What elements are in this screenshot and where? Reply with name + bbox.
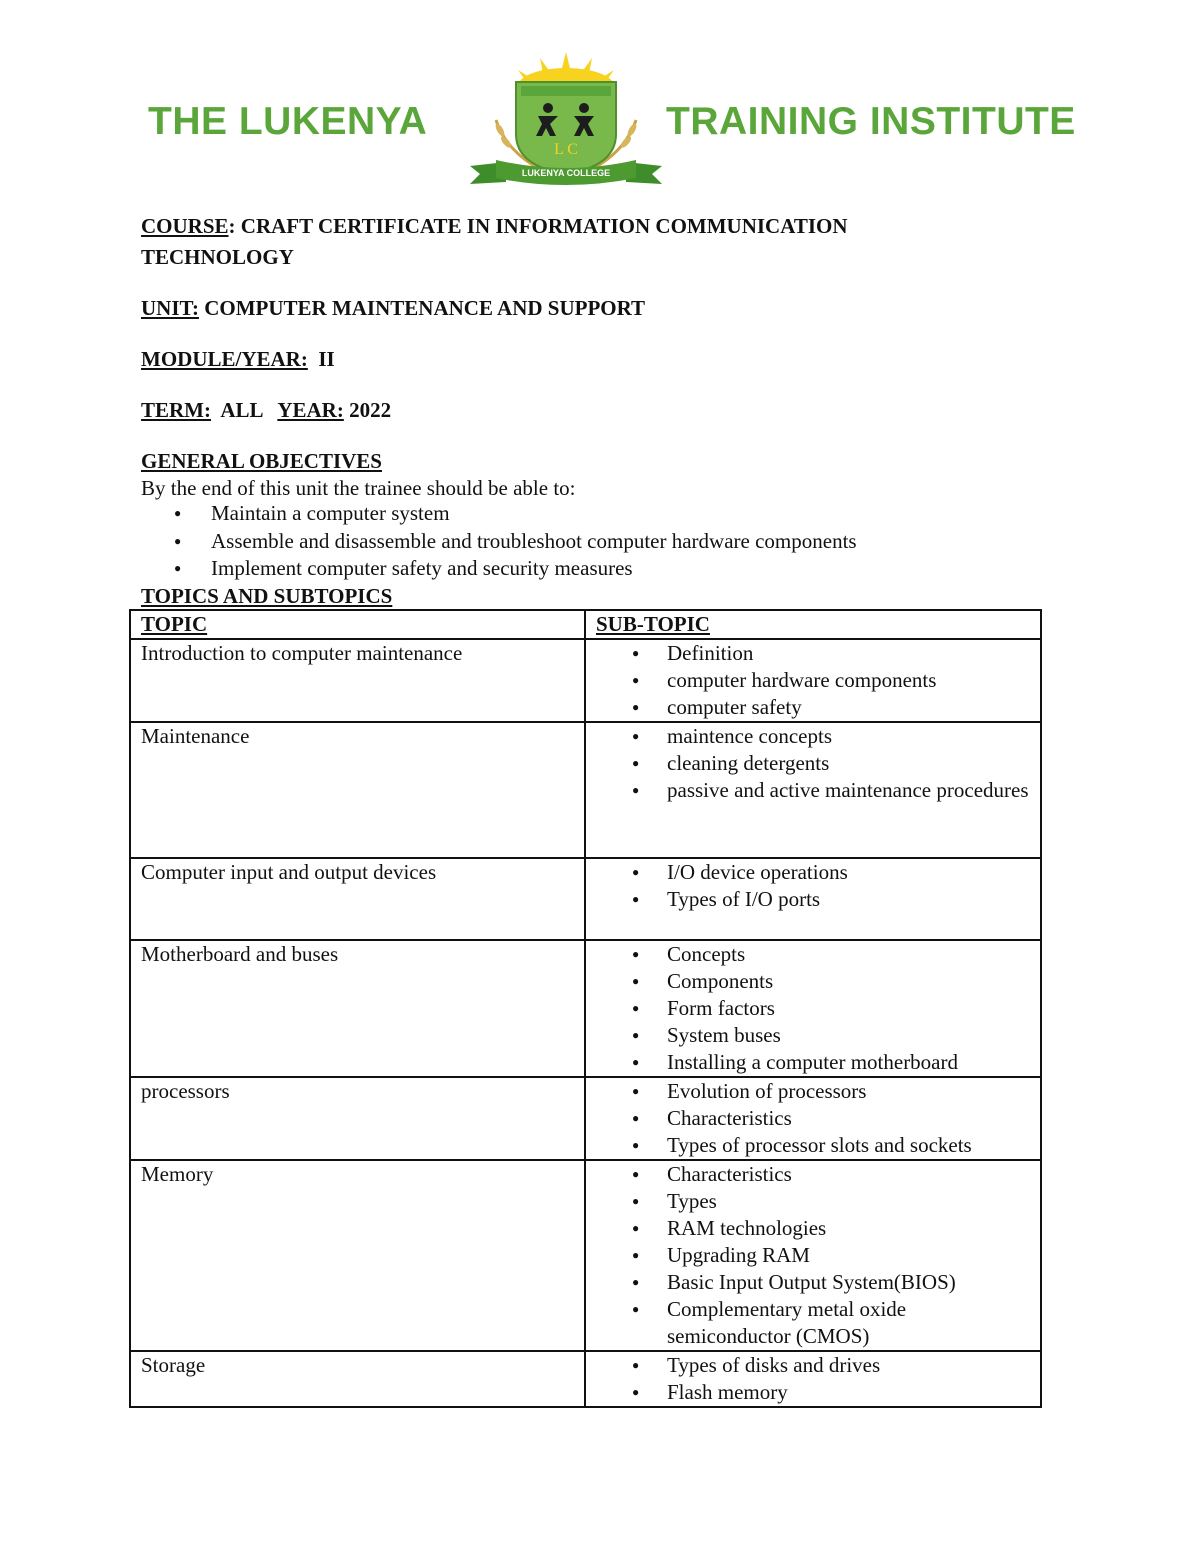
topic-cell: Storage [130,1351,585,1407]
list-item: ● Flash memory [596,1379,1030,1406]
unit-value: COMPUTER MAINTENANCE AND SUPPORT [198,296,646,320]
topic-cell: Motherboard and buses [130,940,585,1077]
objectives-intro: By the end of this unit the trainee should be able to: [141,476,576,500]
course-value: : CRAFT CERTIFICATE IN INFORMATION COMMUNICATION TECHNOLOGY [141,214,848,269]
topic-cell: Maintenance [130,722,585,858]
term-line [141,395,391,426]
objective-item: ● Assemble and disassemble and troubleshoot computer hardware components [141,528,857,556]
subtopic-list [596,1078,1030,1159]
table-row [130,639,1041,722]
list-item: ● computer hardware components [596,667,1030,694]
list-item: ● Basic Input Output System(BIOS) [596,1269,1030,1296]
subtopic-cell [585,722,1041,858]
unit-line [141,293,645,324]
term-value: ALL [211,398,278,422]
column-header-subtopic: SUB-TOPIC [585,610,1041,639]
list-item: ● Concepts [596,941,1030,968]
subtopic-cell [585,1351,1041,1407]
course-label: COURSE [141,214,229,238]
list-item: ● Complementary metal oxide semiconductor (CMOS) [596,1296,1030,1350]
subtopic-list [596,1161,1030,1350]
table-row [130,722,1041,858]
topic-cell: processors [130,1077,585,1160]
list-item: ● cleaning detergents [596,750,1030,777]
subtopic-cell [585,1160,1041,1351]
brand-name-right: TRAINING INSTITUTE [666,100,1076,143]
college-crest-logo [466,50,666,185]
subtopic-cell [585,858,1041,940]
list-item: ● Evolution of processors [596,1078,1030,1105]
list-item: ● passive and active maintenance procedures [596,777,1030,804]
objective-item: ● Maintain a computer system [141,500,857,528]
table-row [130,1160,1041,1351]
list-item: ● Types of disks and drives [596,1352,1030,1379]
list-item: ● Installing a computer motherboard [596,1049,1030,1076]
module-value: II [307,347,335,371]
objectives-heading: GENERAL OBJECTIVES [141,449,382,473]
term-label: TERM: [141,398,211,422]
objective-item: ● Implement computer safety and security measures [141,555,857,583]
list-item: ● Form factors [596,995,1030,1022]
table-row [130,1077,1041,1160]
list-item: ● Definition [596,640,1030,667]
topic-cell: Introduction to computer maintenance [130,639,585,722]
list-item: ● System buses [596,1022,1030,1049]
list-item: ● Components [596,968,1030,995]
subtopic-list [596,859,1030,913]
list-item: ● maintence concepts [596,723,1030,750]
unit-label: UNIT: [141,296,199,320]
objectives-list [141,500,857,583]
module-line [141,344,335,375]
topics-heading: TOPICS AND SUBTOPICS [141,584,393,608]
subtopic-list [596,1352,1030,1406]
module-label: MODULE/YEAR: [141,347,308,371]
list-item: ● Upgrading RAM [596,1242,1030,1269]
topic-cell: Computer input and output devices [130,858,585,940]
subtopic-list [596,640,1030,721]
subtopic-cell [585,639,1041,722]
topic-cell: Memory [130,1160,585,1351]
course-line [141,211,981,273]
crest-letters: L C [554,141,578,158]
list-item: ● Characteristics [596,1105,1030,1132]
year-value: 2022 [343,398,392,422]
brand-name-left: THE LUKENYA [148,100,428,143]
table-header-row [130,610,1041,639]
column-header-topic: TOPIC [130,610,585,639]
subtopic-cell [585,940,1041,1077]
list-item: ● computer safety [596,694,1030,721]
list-item: ● Characteristics [596,1161,1030,1188]
subtopic-list [596,723,1030,804]
crest-banner-text: LUKENYA COLLEGE [521,168,611,178]
list-item: ● Types of processor slots and sockets [596,1132,1030,1159]
list-item: ● Types of I/O ports [596,886,1030,913]
list-item: ● I/O device operations [596,859,1030,886]
subtopic-cell [585,1077,1041,1160]
table-row [130,1351,1041,1407]
topics-table [129,609,1042,1408]
year-label: YEAR: [277,398,344,422]
table-row [130,858,1041,940]
subtopic-list [596,941,1030,1076]
list-item: ● RAM technologies [596,1215,1030,1242]
list-item: ● Types [596,1188,1030,1215]
table-row [130,940,1041,1077]
